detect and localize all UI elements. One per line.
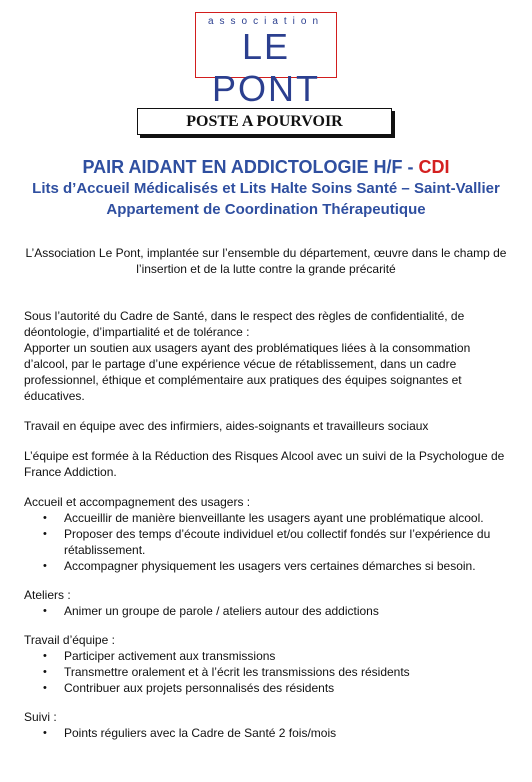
list-item: • Accueillir de manière bienveillante les usagers ayant une problématique alcool.: [43, 511, 484, 525]
bullet-icon: •: [43, 560, 47, 572]
job-description: [24, 308, 512, 741]
section-title-suivi: Suivi :: [24, 710, 57, 724]
section-title-travail: Travail d’équipe :: [24, 633, 115, 647]
paragraph-authority: Sous l’autorité du Cadre de Santé, dans le respect des règles de confidentialité, de déontologie, d’impartialité et de tolérance :: [24, 309, 465, 339]
association-logo: [195, 12, 337, 109]
bullet-icon: •: [43, 528, 47, 540]
list-accueil: [24, 510, 512, 574]
logo-association-text: association: [207, 16, 325, 27]
bullet-icon: •: [43, 682, 47, 694]
paragraph-mission: Apporter un soutien aux usagers ayant des problématiques liées à la consommation d’alcool, par le partage d’une expérience vécue de rétablissement, dans un cadre professionnel, éthique et complémentaire aux pratiques des équipes soignantes et éducatives.: [24, 341, 471, 403]
list-item: • Animer un groupe de parole / ateliers autour des addictions: [43, 604, 379, 618]
list-item: • Accompagner physiquement les usagers vers certaines démarches si besoin.: [43, 559, 476, 573]
bullet-icon: •: [43, 605, 47, 617]
section-title-ateliers: Ateliers :: [24, 588, 71, 602]
bullet-icon: •: [43, 512, 47, 524]
list-suivi: [24, 725, 512, 741]
job-title-text: PAIR AIDANT EN ADDICTOLOGIE H/F -: [82, 157, 414, 177]
list-item: • Participer activement aux transmissions: [43, 649, 276, 663]
bullet-icon: •: [43, 650, 47, 662]
contract-type-cdi: CDI: [418, 157, 450, 177]
paragraph-training: L’équipe est formée à la Réduction des Risques Alcool avec un suivi de la Psychologue de France Addiction.: [24, 449, 505, 479]
list-item: • Contribuer aux projets personnalisés des résidents: [43, 681, 335, 695]
association-intro: L’Association Le Pont, implantée sur l’ensemble du département, œuvre dans le champ de l’insertion et de la lutte contre la grande précarité: [25, 246, 507, 276]
paragraph-teamwork: Travail en équipe avec des infirmiers, aides-soignants et travailleurs sociaux: [24, 419, 429, 433]
job-title: [0, 156, 532, 178]
list-travail: [24, 648, 512, 696]
job-location-line: Lits d’Accueil Médicalisés et Lits Halte Soins Santé – Saint-Vallier: [32, 180, 500, 197]
list-ateliers: [24, 603, 512, 619]
bullet-icon: •: [43, 666, 47, 678]
list-item: • Points réguliers avec la Cadre de Santé 2 fois/mois: [43, 726, 337, 740]
job-service-line: Appartement de Coordination Thérapeutique: [106, 201, 426, 218]
list-item: • Proposer des temps d’écoute individuel et/ou collectif fondés sur l’expérience du rétablissement.: [43, 527, 491, 557]
section-title-accueil: Accueil et accompagnement des usagers :: [24, 495, 251, 509]
job-title-block: [0, 156, 532, 220]
bullet-icon: •: [43, 727, 47, 739]
logo-name-text: LE PONT: [211, 26, 320, 109]
poste-a-pourvoir-banner: POSTE A POURVOIR: [137, 108, 392, 135]
list-item: • Transmettre oralement et à l’écrit les transmissions des résidents: [43, 665, 410, 679]
